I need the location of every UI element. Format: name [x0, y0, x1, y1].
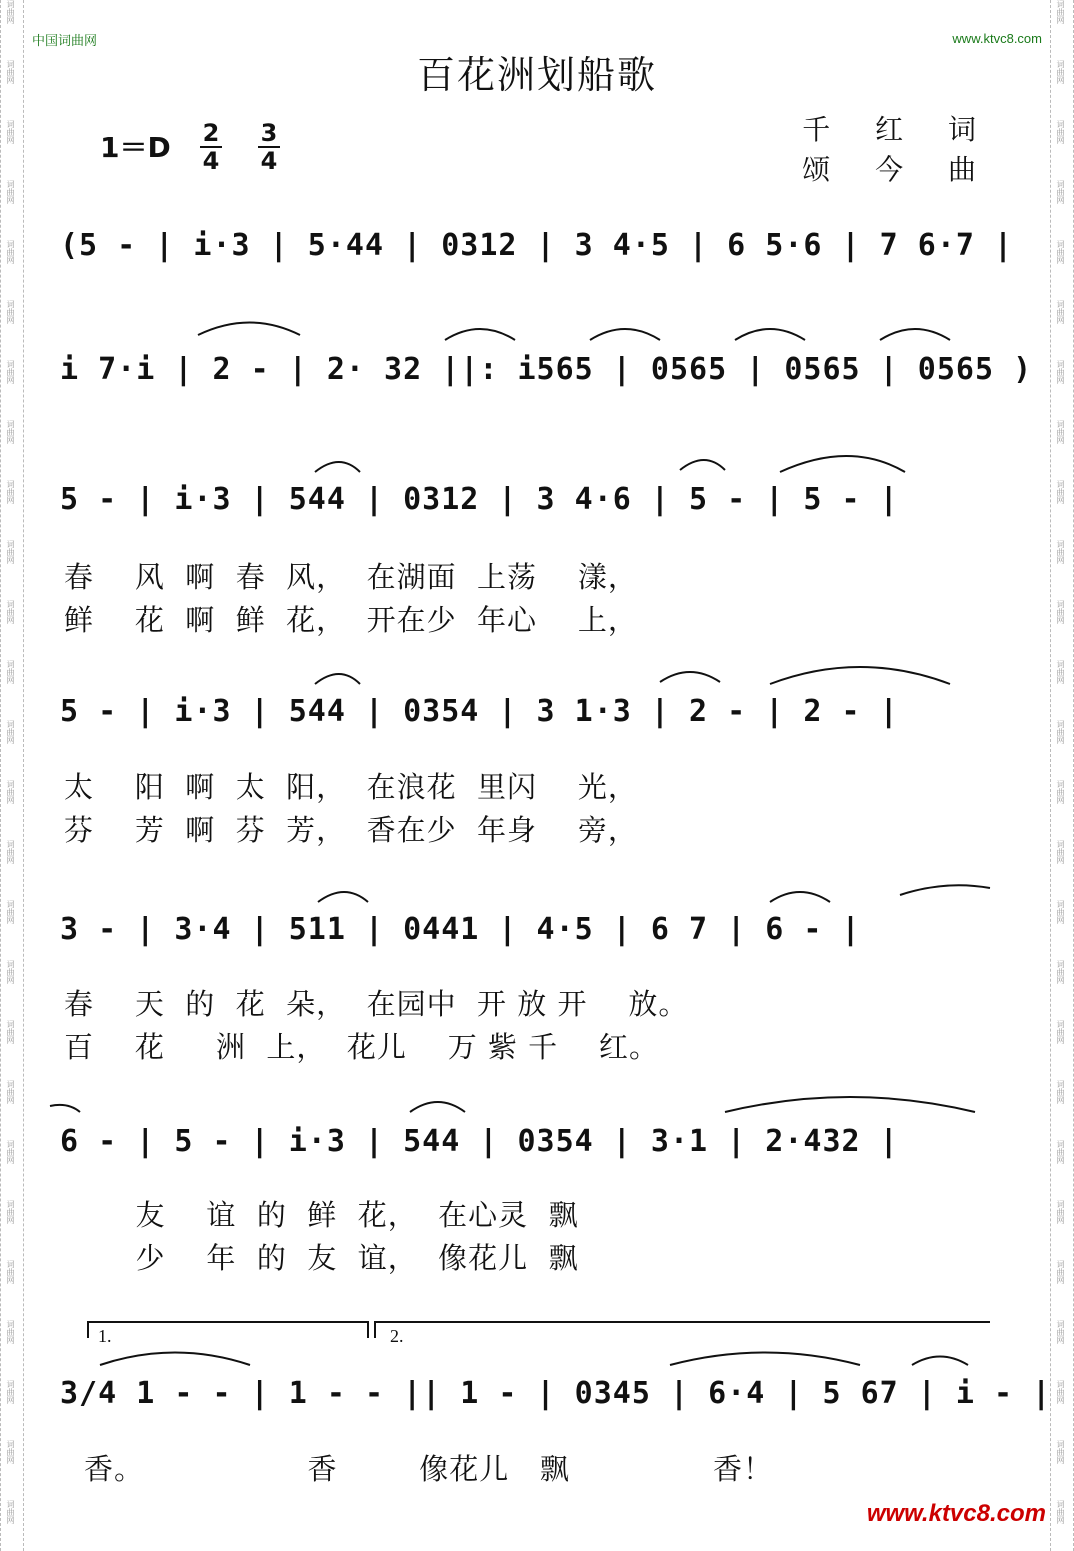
volta-1-label: 1. [98, 1326, 112, 1346]
lyric-line: 百 花 洲 上， 花儿 万 紫 千 红。 [64, 1030, 660, 1064]
edge-watermark-mark: 词曲网 [1056, 1440, 1065, 1464]
edge-watermark-mark: 词曲网 [6, 180, 15, 204]
edge-watermark-mark: 词曲网 [6, 1080, 15, 1104]
key-signature: 1＝D [100, 131, 171, 164]
edge-watermark-mark: 词曲网 [1056, 120, 1065, 144]
edge-watermark-mark: 词曲网 [1056, 780, 1065, 804]
edge-watermark-mark: 词曲网 [6, 1260, 15, 1284]
edge-watermark-mark: 词曲网 [6, 300, 15, 324]
song-title: 百花洲划船歌 [416, 53, 657, 97]
lyric-line: 香。 香 像花儿 飘 香！ [84, 1452, 773, 1486]
edge-watermark-mark: 词曲网 [1056, 1320, 1065, 1344]
composer-credit: 颂 今 曲 [802, 153, 994, 186]
edge-watermark-mark: 词曲网 [6, 1020, 15, 1044]
time-sig-denominator: 4 [202, 147, 220, 175]
lyricist-credit: 千 红 词 [802, 113, 994, 146]
lyric-line: 友 谊 的 鲜 花， 在心灵 飘 [64, 1198, 579, 1232]
edge-watermark-mark: 词曲网 [1056, 600, 1065, 624]
edge-watermark-mark: 词曲网 [1056, 840, 1065, 864]
edge-watermark-mark: 词曲网 [6, 60, 15, 84]
footer-site-logo[interactable]: www.ktvc8.com [866, 1500, 1046, 1527]
site-watermark-left: 中国词曲网 [32, 34, 98, 49]
site-watermark-right[interactable]: www.ktvc8.com [952, 31, 1042, 46]
edge-watermark-mark: 词曲网 [6, 480, 15, 504]
edge-watermark-mark: 词曲网 [6, 240, 15, 264]
edge-watermark-mark: 词曲网 [6, 0, 15, 24]
edge-watermark-mark: 词曲网 [1056, 1080, 1065, 1104]
edge-watermark-mark: 词曲网 [6, 660, 15, 684]
edge-watermark-mark: 词曲网 [1056, 480, 1065, 504]
time-sig-numerator: 3 [260, 119, 278, 147]
edge-watermark-mark: 词曲网 [1056, 1200, 1065, 1224]
edge-watermark-mark: 词曲网 [1056, 360, 1065, 384]
edge-watermark-mark: 词曲网 [1056, 0, 1065, 24]
volta-2-label: 2. [390, 1326, 404, 1346]
time-sig-numerator: 2 [202, 119, 220, 147]
notation-line-1: (5 - | i·3 | 5·44 | 0312 | 3 4·5 | 6 5·6 | 7 6·7 | [60, 228, 1014, 263]
notation-line-6: 6 - | 5 - | i·3 | 544 | 0354 | 3·1 | 2·432 | [60, 1124, 899, 1159]
edge-watermark-mark: 词曲网 [1056, 300, 1065, 324]
edge-watermark-mark: 词曲网 [6, 960, 15, 984]
notation-line-2: i 7·i | 2 - | 2· 32 ||: i565 | 0565 | 0565 | 0565 ) [60, 352, 1033, 387]
edge-watermark-mark: 词曲网 [1056, 1140, 1065, 1164]
edge-watermark-mark: 词曲网 [6, 720, 15, 744]
edge-watermark-mark: 词曲网 [6, 900, 15, 924]
lyric-line: 春 风 啊 春 风， 在湖面 上荡 漾， [64, 560, 638, 594]
edge-watermark-mark: 词曲网 [6, 780, 15, 804]
time-sig-denominator: 4 [260, 147, 278, 175]
edge-watermark-mark: 词曲网 [1056, 240, 1065, 264]
edge-watermark-mark: 词曲网 [1056, 540, 1065, 564]
notation-line-5: 3 - | 3·4 | 511 | 0441 | 4·5 | 6 7 | 6 - | [60, 912, 861, 947]
edge-watermark-mark: 词曲网 [1056, 1500, 1065, 1524]
edge-watermark-mark: 词曲网 [1056, 1020, 1065, 1044]
lyric-line: 春 天 的 花 朵， 在园中 开 放 开 放。 [64, 987, 689, 1021]
edge-watermark-mark: 词曲网 [1056, 660, 1065, 684]
edge-watermark-mark: 词曲网 [6, 840, 15, 864]
edge-watermark-mark: 词曲网 [6, 540, 15, 564]
lyric-line: 鲜 花 啊 鲜 花， 开在少 年心 上， [64, 603, 638, 637]
edge-watermark-mark: 词曲网 [6, 360, 15, 384]
notation-line-3: 5 - | i·3 | 544 | 0312 | 3 4·6 | 5 - | 5 - | [60, 482, 899, 517]
edge-watermark-mark: 词曲网 [1056, 960, 1065, 984]
lyric-line: 芬 芳 啊 芬 芳， 香在少 年身 旁， [64, 813, 638, 847]
edge-watermark-mark: 词曲网 [6, 1440, 15, 1464]
edge-watermark-mark: 词曲网 [1056, 180, 1065, 204]
edge-watermark-mark: 词曲网 [6, 120, 15, 144]
edge-watermark-mark: 词曲网 [6, 600, 15, 624]
edge-watermark-mark: 词曲网 [6, 1320, 15, 1344]
edge-watermark-mark: 词曲网 [1056, 900, 1065, 924]
edge-watermark-mark: 词曲网 [1056, 1260, 1065, 1284]
edge-watermark-mark: 词曲网 [1056, 60, 1065, 84]
lyric-line: 太 阳 啊 太 阳， 在浪花 里闪 光， [64, 770, 638, 804]
lyric-line: 少 年 的 友 谊， 像花儿 飘 [64, 1241, 579, 1275]
edge-watermark-mark: 词曲网 [6, 1380, 15, 1404]
edge-watermark-mark: 词曲网 [1056, 420, 1065, 444]
edge-watermark-mark: 词曲网 [6, 1200, 15, 1224]
edge-watermark-mark: 词曲网 [1056, 1380, 1065, 1404]
notation-line-4: 5 - | i·3 | 544 | 0354 | 3 1·3 | 2 - | 2 - | [60, 694, 899, 729]
edge-watermark-mark: 词曲网 [1056, 720, 1065, 744]
edge-watermark-mark: 词曲网 [6, 420, 15, 444]
edge-watermark-mark: 词曲网 [6, 1500, 15, 1524]
notation-line-7: 3/4 1 - - | 1 - - || 1 - | 0345 | 6·4 | 5 67 | i - | [60, 1376, 1052, 1411]
edge-watermark-mark: 词曲网 [6, 1140, 15, 1164]
